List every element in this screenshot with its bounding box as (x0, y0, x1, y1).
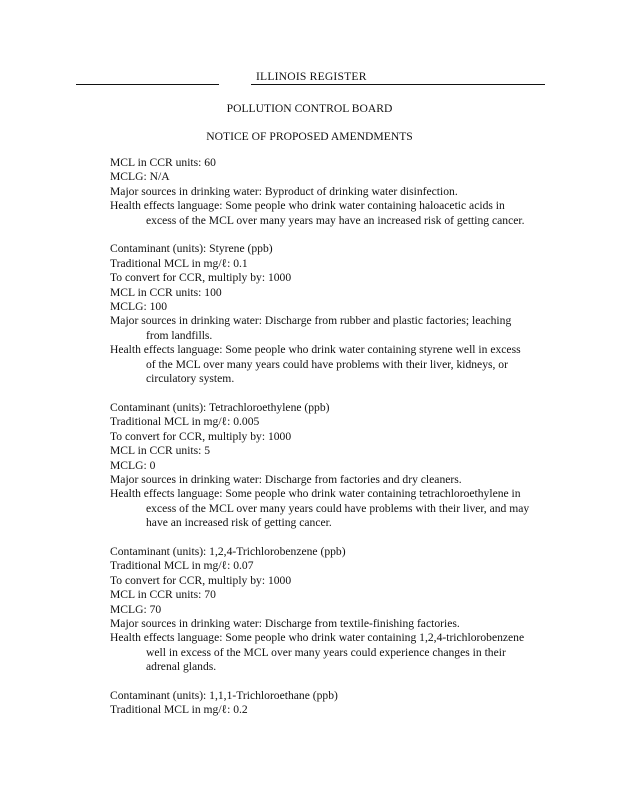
mclg-line: MCLG: N/A (110, 170, 170, 184)
document-body (110, 156, 560, 718)
major-sources-line: Major sources in drinking water: Discharge from factories and dry cleaners. (110, 472, 462, 486)
contaminant-line: Contaminant (units): 1,2,4-Trichlorobenzene (ppb) (110, 544, 346, 558)
convert-line: To convert for CCR, multiply by: 1000 (110, 271, 292, 285)
convert-line: To convert for CCR, multiply by: 1000 (110, 429, 292, 443)
header-rule-right (251, 84, 545, 85)
traditional-mcl-line: Traditional MCL in mg/ℓ: 0.2 (110, 703, 248, 717)
contaminant-block (110, 545, 560, 675)
mcl-ccr-line: MCL in CCR units: 5 (110, 444, 211, 458)
contaminant-block (110, 689, 560, 718)
contaminant-line: Contaminant (units): 1,1,1-Trichloroethane (ppb) (110, 688, 338, 702)
contaminant-block (110, 156, 560, 228)
health-effects-continuation: have an increased risk of getting cancer. (146, 516, 332, 530)
major-sources-line: Major sources in drinking water: Discharge from textile-finishing factories. (110, 616, 460, 630)
convert-line: To convert for CCR, multiply by: 1000 (110, 573, 292, 587)
mcl-ccr-line: MCL in CCR units: 60 (110, 156, 216, 169)
health-effects-line: Health effects language: Some people who drink water containing tetrachloroethylene in (110, 487, 521, 501)
mclg-line: MCLG: 100 (110, 300, 168, 314)
contaminant-line: Contaminant (units): Styrene (ppb) (110, 242, 273, 256)
notice-title: NOTICE OF PROPOSED AMENDMENTS (206, 130, 413, 143)
contaminant-block (110, 242, 560, 386)
traditional-mcl-line: Traditional MCL in mg/ℓ: 0.005 (110, 415, 260, 429)
health-effects-line: Health effects language: Some people who drink water containing 1,2,4-trichlorobenzene (110, 631, 525, 645)
register-header (76, 70, 545, 86)
mcl-ccr-line: MCL in CCR units: 70 (110, 588, 216, 602)
major-sources-continuation: from landfills. (146, 328, 213, 342)
mclg-line: MCLG: 0 (110, 458, 156, 472)
contaminant-block (110, 401, 560, 531)
contaminant-line: Contaminant (units): Tetrachloroethylene (ppb) (110, 400, 330, 414)
health-effects-continuation: of the MCL over many years could have problems with their liver, kidneys, or (146, 357, 508, 371)
traditional-mcl-line: Traditional MCL in mg/ℓ: 0.1 (110, 256, 248, 270)
health-effects-continuation: adrenal glands. (146, 660, 217, 674)
health-effects-line: Health effects language: Some people who drink water containing styrene well in excess (110, 343, 521, 357)
health-effects-continuation: circulatory system. (146, 372, 235, 386)
mcl-ccr-line: MCL in CCR units: 100 (110, 285, 222, 299)
header-rule-left (76, 84, 219, 85)
health-effects-continuation: well in excess of the MCL over many years could experience changes in their (146, 645, 506, 659)
board-title: POLLUTION CONTROL BOARD (226, 102, 393, 115)
register-title: ILLINOIS REGISTER (256, 70, 367, 83)
health-effects-continuation: excess of the MCL over many years could have problems with their liver, and may (146, 501, 530, 515)
major-sources-line: Major sources in drinking water: Discharge from rubber and plastic factories; leaching (110, 314, 512, 328)
mclg-line: MCLG: 70 (110, 602, 162, 616)
health-effects-line: Health effects language: Some people who drink water containing haloacetic acids in (110, 199, 505, 213)
major-sources-line: Major sources in drinking water: Byproduct of drinking water disinfection. (110, 184, 458, 198)
traditional-mcl-line: Traditional MCL in mg/ℓ: 0.07 (110, 559, 254, 573)
health-effects-continuation: excess of the MCL over many years may have an increased risk of getting cancer. (146, 213, 525, 227)
